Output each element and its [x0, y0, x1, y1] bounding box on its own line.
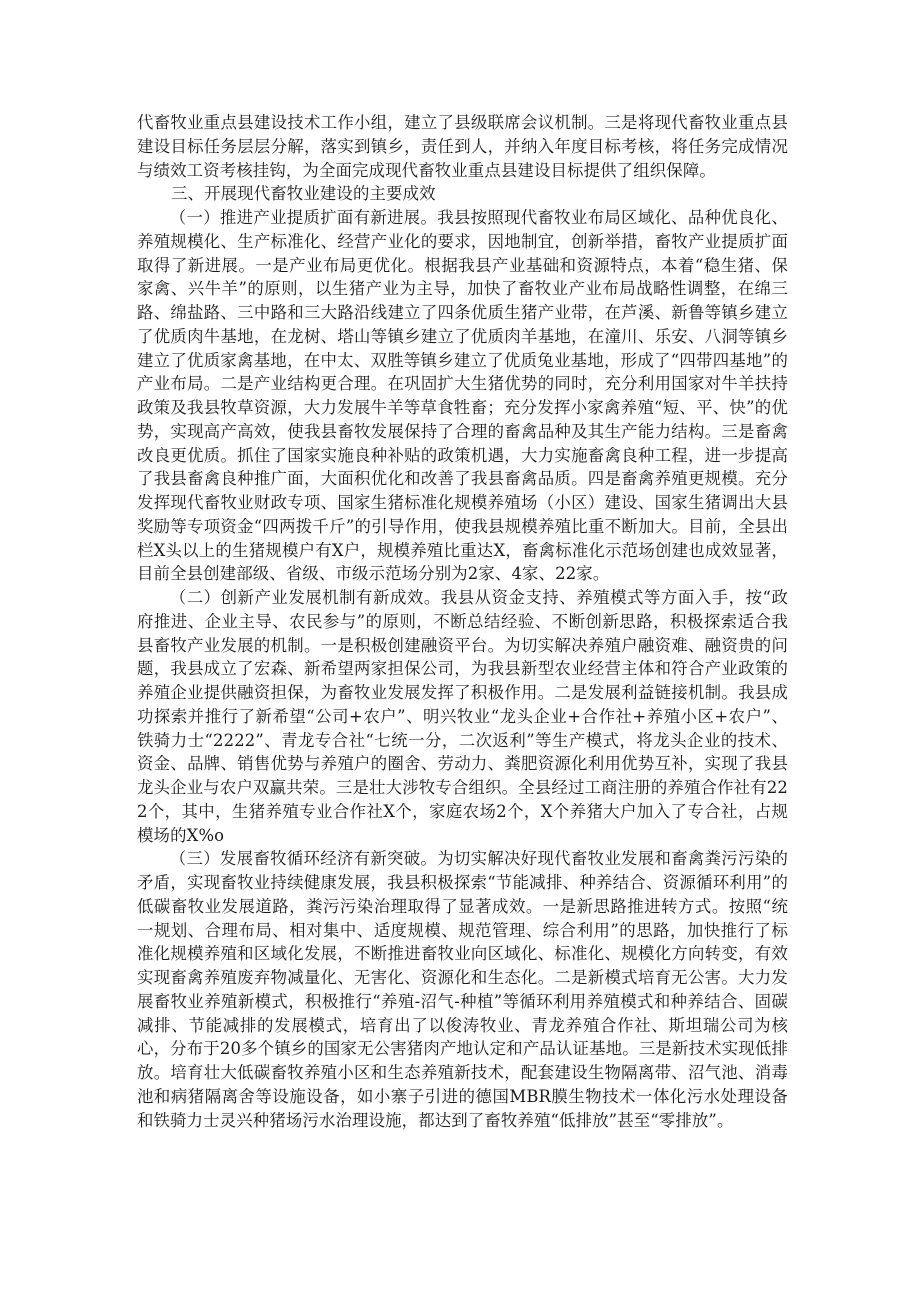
paragraph-circular-economy: （三）发展畜牧循环经济有新突破。为切实解决好现代畜牧业发展和畜禽粪污污染的矛盾，实现畜牧业持续健康发展，我县积极探索“节能减排、种养结合、资源循环利用”的低碳畜牧业发展道路，粪污污染治理取得了显著成效。一是新思路推进转方式。按照“统一规划、合理布局、相对集中、适度规模、规范管理、综合利用”的思路，加快推行了标准化规模养殖和区域化发展，不断推进畜牧业向区域化、标准化、规模化方向转变，有效实现畜禽养殖废弃物减量化、无害化、资源化和生态化。二是新模式培育无公害。大力发展畜牧业养殖新模式，积极推行“养殖-沼气-种植”等循环利用养殖模式和种养结合、固碳减排、节能减排的发展模式，培育出了以俊涛牧业、青龙养殖合作社、斯坦瑞公司为核心，分布于20多个镇乡的国家无公害猪肉产地认定和产品认证基地。三是新技术实现低排放。培育壮大低碳畜牧养殖小区和生态养殖新技术，配套建设生物隔离带、沼气池、消毒池和病猪隔离舍等设施设备，如小寨子引进的德国MBR膜生物技术一体化污水处理设备和铁骑力士灵兴种猪场污水治理设施，都达到了畜牧养殖“低排放”甚至“零排放”。	[137, 849, 788, 1130]
paragraph-industry-upgrade: （一）推进产业提质扩面有新进展。我县按照现代畜牧业布局区域化、品种优良化、养殖规模化、生产标准化、经营产业化的要求，因地制宜，创新举措，畜牧产业提质扩面取得了新进展。一是产业布局更优化。根据我县产业基础和资源特点，本着“稳生猪、保家禽、兴牛羊”的原则，以生猪产业为主导，加快了畜牧业产业布局战略性调整，在绵三路、绵盐路、三中路和三大路沿线建立了四条优质生猪产业带，在芦溪、新鲁等镇乡建立了优质肉牛基地，在龙树、塔山等镇乡建立了优质肉羊基地，在潼川、乐安、八洞等镇乡建立了优质家禽基地，在中太、双胜等镇乡建立了优质兔业基地，形成了“四带四基地”的产业布局。二是产业结构更合理。在巩固扩大生猪优势的同时，充分利用国家对牛羊扶持政策及我县牧草资源，大力发展牛羊等草食牲畜；充分发挥小家禽养殖“短、平、快”的优势，实现高产高效，使我县畜牧发展保持了合理的畜禽品种及其生产能力结构。三是畜禽改良更优质。抓住了国家实施良种补贴的政策机遇，大力实施畜禽良种工程，进一步提高了我县畜禽良种推广面，大面积优化和改善了我县畜禽品质。四是畜禽养殖更规模。充分发挥现代畜牧业财政专项、国家生猪标准化规模养殖场（小区）建设、国家生猪调出大县奖励等专项资金“四两拨千斤”的引导作用，使我县规模养殖比重不断加大。目前，全县出栏X头以上的生猪规模户有X户，规模养殖比重达X，畜禽标准化示范场创建也成效显著，目前全县创建部级、省级、市级示范场分别为2家、4家、22家。	[137, 208, 788, 584]
paragraph-mechanism-innovation: （二）创新产业发展机制有新成效。我县从资金支持、养殖模式等方面入手，按“政府推进、企业主导、农民参与”的原则，不断总结经验、不断创新思路，积极探索适合我县畜牧产业发展的机制。一是积极创建融资平台。为切实解决养殖户融资难、融资贵的问题，我县成立了宏森、新希望两家担保公司，为我县新型农业经营主体和符合产业政策的养殖企业提供融资担保，为畜牧业发展发挥了积极作用。二是发展利益链接机制。我县成功探索并推行了新希望“公司+农户”、明兴牧业“龙头企业+合作社+养殖小区+农户”、铁骑力士“2222”、青龙专合社“七统一分，二次返利”等生产模式，将龙头企业的技术、资金、品牌、销售优势与养殖户的圈舍、劳动力、粪肥资源化利用优势互补，实现了我县龙头企业与农户双赢共荣。三是壮大涉牧专合组织。全县经过工商注册的养殖合作社有222个，其中，生猪养殖专业合作社X个，家庭农场2个，X个养猪大户加入了专合社，占规模场的X%o	[137, 588, 788, 845]
intro-paragraph: 代畜牧业重点县建设技术工作小组，建立了县级联席会议机制。三是将现代畜牧业重点县建设目标任务层层分解，落实到镇乡，责任到人，并纳入年度目标考核，将任务完成情况与绩效工资考核挂钩，为全面完成现代畜牧业重点县建设目标提供了组织保障。	[137, 113, 788, 180]
document-page	[137, 111, 788, 1132]
section-heading: 三、开展现代畜牧业建设的主要成效	[171, 184, 436, 204]
